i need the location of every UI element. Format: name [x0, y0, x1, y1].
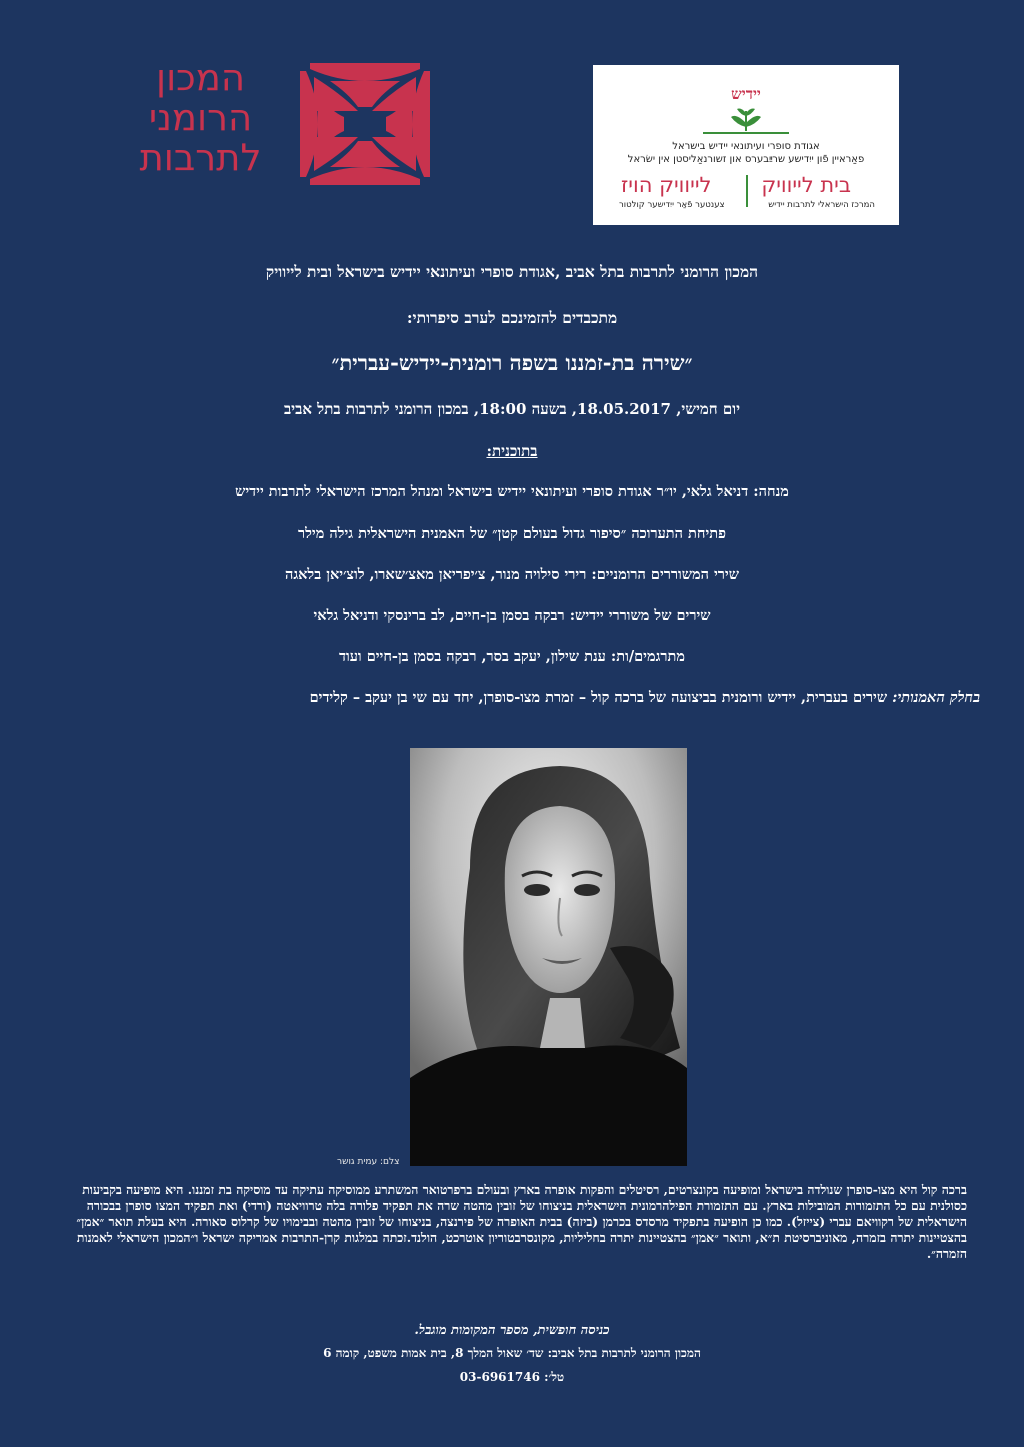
yiddish-center-subtitle: צענטער פֿאַר ייִדישער קולטור [619, 200, 725, 210]
program-item: שירי המשוררים הרומניים: רירי סילויה מנור, צ׳יפריאן מאצ׳שארו, לוצ׳יאן בלאגה [285, 566, 739, 583]
photo-credit: צלם: עמית גושר [337, 1157, 400, 1167]
event-title: ״שירה בת-זמננו בשפה רומנית-יידיש-עברית״ [331, 350, 693, 375]
yiddish-word: יידיש [731, 85, 761, 103]
association-name-yiddish: פאַראיין פֿון ייִדישע שרײַבערס און זשורנאַליסטן אין ישׂראל [627, 154, 865, 165]
venue-address: המכון הרומני לתרבות בתל אביב: שד׳ שאול המלך 8, בית אמות משפט, קומה 6 [323, 1346, 701, 1360]
phone-number: טל׳: 03-6961746 [459, 1370, 565, 1384]
artistic-program-item [40, 689, 980, 707]
rci-logo-line: לתרבות [139, 136, 262, 179]
yiddish-writers-leyvick-logo [593, 65, 899, 225]
program-heading: בתוכנית: [486, 442, 538, 460]
rci-logo-text [118, 58, 283, 178]
leyvick-house-name: לייוויק הויז [621, 173, 712, 197]
singer-portrait-photo [410, 748, 687, 1166]
logo-divider [746, 175, 748, 207]
singer-biography: ברכה קול היא מצו-סופרן שנולדה בישראל ומופיעה בקונצרטים, רסיטלים והפקות אופרה בארץ ובעולם ברפרטואר המשתרע ממוסיקה עתיקה עד מוסיקה בת זמננו. היא מופיעה בקביעות כסולנית עם כל התזמורות המובילות בארץ. עם התזמורת הפילהרמונית הישראלית בניצוחו של זובין מהטה שרה את תפקיד פלורה בלה טרוויאטה (ורדי) ואת תפקיד המצו סופרן בבכורה הישראלית של רקוויאם עברי (צייזל). כמו כן הופיעה בתפקיד מרסדס בכרמן (ביזה) בבית האופרה של פירנצה, בניצוחו של זובין מהטה ובבימויו של קרלוס סאורה. היא בעלת תואר ״אמן״ בהצטיינות יתרה בזמרה, מאוניברסיטת ת״א, ותואר ״אמן״ בהצטיינות יתרה בחליליות, מקונסרבטוריון אוטרכט, הולנד.זכתה במלגות קרן-התרבות אמריקה ישראל ו״המכון הישראלי לאמנות הזמרה״. [76, 1182, 967, 1261]
portrait-image [410, 748, 687, 1166]
free-entry-note: כניסה חופשית, מספר המקומות מוגבל. [414, 1323, 610, 1338]
beit-leyvick-name: בית לייוויק [761, 173, 851, 197]
program-item: פתיחת התערוכה ״סיפור גדול בעולם קטן״ של האמנית הישראלית גילה מילר [297, 525, 726, 542]
program-item: מנחה: דניאל גלאי, יו״ר אגודת סופרי ועיתונאי יידיש בישראל ומנהל המרכז הישראלי לתרבות יידיש [235, 483, 789, 500]
romanian-cultural-institute-logo [118, 58, 438, 193]
rci-cross-emblem-icon [300, 63, 430, 185]
israeli-center-subtitle: המרכז הישראלי לתרבות יידיש [768, 200, 875, 210]
event-date-line: יום חמישי, 18.05.2017, בשעה 18:00, במכון הרומני לתרבות בתל אביב [283, 400, 741, 418]
association-name-hebrew: אגודת סופרי ועיתונאי יידיש בישראל [672, 141, 820, 152]
rci-logo-line: המכון [155, 56, 246, 99]
artistic-program-label: בחלק האמנותי: [892, 689, 980, 706]
program-item: שירים של משוררי יידיש: רבקה בסמן בן-חיים, לב ברינסקי ודניאל גלאי [313, 607, 711, 624]
program-item: מתרגמים/ות: ענת שילון, יעקב בסר, רבקה בסמן בן-חיים ועוד [339, 648, 685, 665]
artistic-program-text: שירים בעברית, יידיש ורומנית בביצועה של ברכה קול – זמרת מצו-סופרן, יחד עם שי בן יעקב – קלידים [309, 689, 893, 706]
invitation-line: מתכבדים להזמינכם לערב סיפרותי: [406, 308, 618, 327]
organizers-line: המכון הרומני לתרבות בתל אביב ,אגודת סופרי ועיתונאי יידיש בישראל ובית לייוויק [265, 262, 759, 281]
plant-book-icon [701, 103, 791, 137]
rci-logo-line: הרומני [148, 96, 253, 139]
